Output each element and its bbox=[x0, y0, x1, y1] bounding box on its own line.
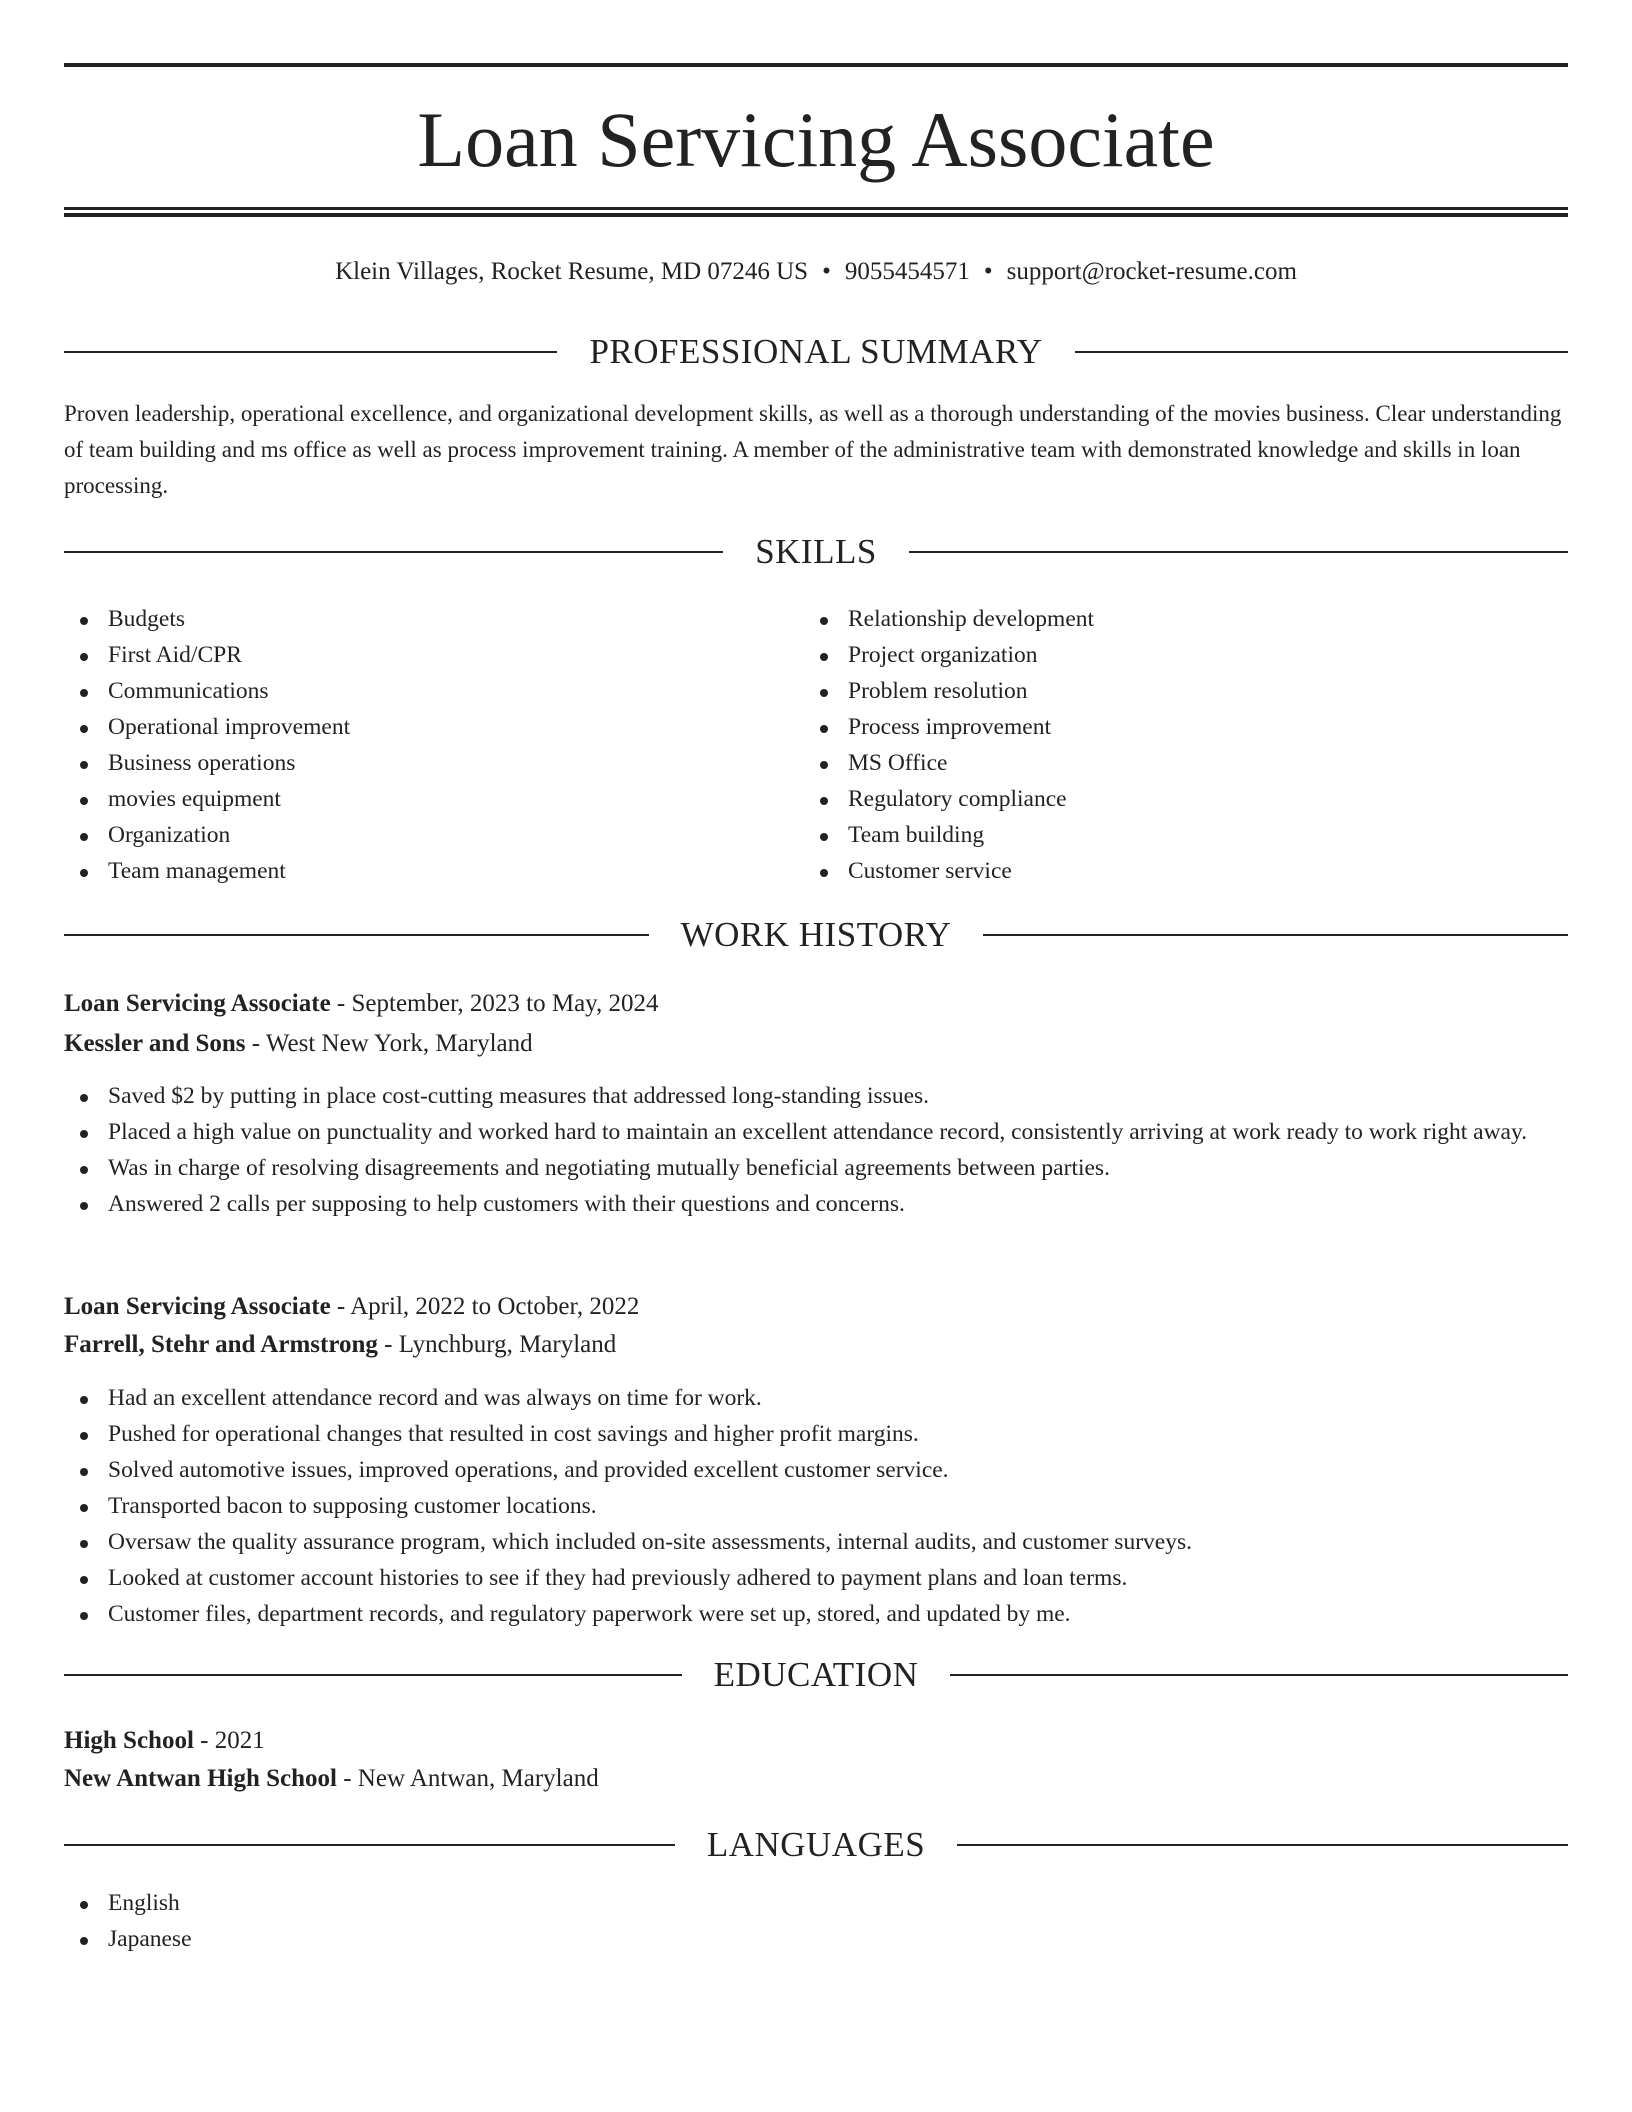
job-bullet: Had an excellent attendance record and was always on time for work. bbox=[64, 1380, 1568, 1416]
job-dates: - April, 2022 to October, 2022 bbox=[330, 1293, 640, 1320]
summary-text: Proven leadership, operational excellence, and organizational development skills, as well as a thorough understanding of the movies business. Clear understanding of team building and ms office as well as process improvement training. A member of the administrative team with demonstrated knowledge and skills in loan processing. bbox=[64, 401, 1562, 498]
skills-list-left bbox=[64, 601, 804, 889]
contact-line bbox=[64, 254, 1568, 290]
section-rule bbox=[957, 1844, 1568, 1846]
skills-list-right bbox=[804, 601, 1544, 889]
skill-item: Team management bbox=[64, 853, 804, 889]
job-bullets bbox=[64, 1380, 1568, 1632]
education-school: New Antwan High School bbox=[64, 1765, 337, 1792]
skill-item: Problem resolution bbox=[804, 673, 1544, 709]
contact-separator: • bbox=[983, 258, 993, 285]
job-company-line bbox=[64, 1326, 1568, 1364]
contact-phone: 9055454571 bbox=[844, 258, 970, 285]
contact-email: support@rocket-resume.com bbox=[1006, 258, 1297, 285]
section-title-work: WORK HISTORY bbox=[680, 915, 952, 954]
skill-item: Relationship development bbox=[804, 601, 1544, 637]
section-rule bbox=[64, 1674, 682, 1676]
skills-column-left bbox=[64, 601, 804, 889]
job-bullets-block bbox=[64, 1078, 1568, 1222]
skill-item: Business operations bbox=[64, 745, 804, 781]
job-bullet: Saved $2 by putting in place cost-cutting measures that addressed long-standing issues. bbox=[64, 1078, 1568, 1114]
section-rule bbox=[64, 1844, 675, 1846]
skill-item: MS Office bbox=[804, 745, 1544, 781]
section-header-skills bbox=[64, 528, 1568, 576]
skill-item: Project organization bbox=[804, 637, 1544, 673]
section-rule bbox=[64, 551, 723, 553]
skill-item: Regulatory compliance bbox=[804, 781, 1544, 817]
contact-address: Klein Villages, Rocket Resume, MD 07246 US bbox=[335, 258, 809, 285]
skill-item: Customer service bbox=[804, 853, 1544, 889]
section-title-summary: PROFESSIONAL SUMMARY bbox=[589, 332, 1043, 371]
skill-item: Budgets bbox=[64, 601, 804, 637]
job-role: Loan Servicing Associate bbox=[64, 990, 331, 1017]
education-location: - New Antwan, Maryland bbox=[336, 1765, 599, 1792]
job-bullets bbox=[64, 1078, 1568, 1222]
skill-item: Process improvement bbox=[804, 709, 1544, 745]
job-bullet: Placed a high value on punctuality and worked hard to maintain an excellent attendance record, consistently arriving at work ready to work right away. bbox=[64, 1114, 1568, 1150]
job-location: - West New York, Maryland bbox=[245, 1030, 533, 1057]
section-rule bbox=[983, 934, 1568, 936]
section-title-languages: LANGUAGES bbox=[706, 1825, 926, 1864]
job-bullet: Transported bacon to supposing customer locations. bbox=[64, 1488, 1568, 1524]
section-rule bbox=[1075, 351, 1568, 353]
job-role: Loan Servicing Associate bbox=[64, 1293, 331, 1320]
job-bullet: Was in charge of resolving disagreements and negotiating mutually beneficial agreements between parties. bbox=[64, 1150, 1568, 1186]
skill-item: movies equipment bbox=[64, 781, 804, 817]
education-school-line bbox=[64, 1760, 1568, 1798]
job-bullet: Answered 2 calls per supposing to help customers with their questions and concerns. bbox=[64, 1186, 1568, 1222]
job-bullet: Pushed for operational changes that resulted in cost savings and higher profit margins. bbox=[64, 1416, 1568, 1452]
skill-item: Team building bbox=[804, 817, 1544, 853]
job-title-line bbox=[64, 1288, 1568, 1326]
section-rule bbox=[950, 1674, 1568, 1676]
top-rule bbox=[64, 63, 1568, 67]
skills-column-right bbox=[804, 601, 1544, 889]
section-header-languages bbox=[64, 1821, 1568, 1869]
job-company: Kessler and Sons bbox=[64, 1030, 246, 1057]
education-degree-line bbox=[64, 1722, 1568, 1760]
languages-list bbox=[64, 1885, 1568, 1957]
languages-block bbox=[64, 1885, 1568, 1957]
skill-item: First Aid/CPR bbox=[64, 637, 804, 673]
section-title-skills: SKILLS bbox=[755, 532, 877, 571]
education-year: - 2021 bbox=[193, 1727, 265, 1754]
education-degree: High School bbox=[64, 1727, 194, 1754]
job-bullet: Oversaw the quality assurance program, which included on-site assessments, internal audits, and customer surveys. bbox=[64, 1524, 1568, 1560]
job-location: - Lynchburg, Maryland bbox=[377, 1331, 617, 1358]
section-rule bbox=[64, 934, 649, 936]
contact-separator: • bbox=[822, 258, 831, 285]
skill-item: Organization bbox=[64, 817, 804, 853]
section-header-summary bbox=[64, 328, 1568, 376]
job-company-line bbox=[64, 1025, 1568, 1063]
resume-name: Loan Servicing Associate bbox=[417, 96, 1215, 183]
job-dates: - September, 2023 to May, 2024 bbox=[330, 990, 659, 1017]
section-header-work bbox=[64, 911, 1568, 959]
skill-item: Communications bbox=[64, 673, 804, 709]
header-double-rule bbox=[64, 207, 1568, 217]
section-rule bbox=[64, 351, 557, 353]
job-bullet: Customer files, department records, and regulatory paperwork were set up, stored, and updated by me. bbox=[64, 1596, 1568, 1632]
job-bullet: Solved automotive issues, improved operations, and provided excellent customer service. bbox=[64, 1452, 1568, 1488]
language-item: Japanese bbox=[64, 1921, 1568, 1957]
job-company: Farrell, Stehr and Armstrong bbox=[64, 1331, 378, 1358]
skill-item: Operational improvement bbox=[64, 709, 804, 745]
section-title-education: EDUCATION bbox=[713, 1655, 919, 1694]
section-rule bbox=[909, 551, 1568, 553]
section-header-education bbox=[64, 1651, 1568, 1699]
job-bullets-block bbox=[64, 1380, 1568, 1632]
language-item: English bbox=[64, 1885, 1568, 1921]
job-title-line bbox=[64, 985, 1568, 1023]
job-bullet: Looked at customer account histories to see if they had previously adhered to payment plans and loan terms. bbox=[64, 1560, 1568, 1596]
